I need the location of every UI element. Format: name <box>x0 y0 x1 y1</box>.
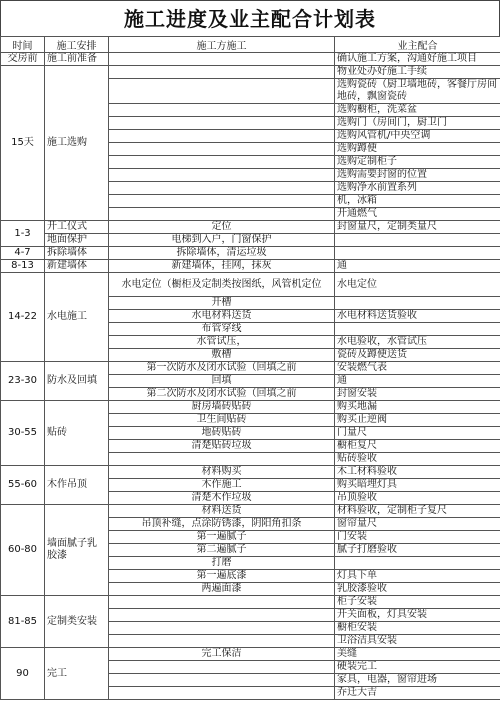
cell-contractor <box>109 182 335 195</box>
cell-owner: 选购定制柜子 <box>335 156 500 169</box>
cell-owner: 选购蹲便 <box>335 143 500 156</box>
table-row <box>1 596 500 609</box>
cell-time: 14-22 <box>1 273 45 362</box>
cell-contractor <box>109 674 335 687</box>
cell-stage: 拆除墙体 <box>45 247 109 260</box>
schedule-body <box>1 53 500 700</box>
cell-stage: 施工选购 <box>45 66 109 221</box>
cell-owner: 确认施工方案，沟通好施工项目 <box>335 53 500 66</box>
cell-contractor: 敷槽 <box>109 349 335 362</box>
cell-owner: 封窗安装 <box>335 388 500 401</box>
cell-contractor: 材料购买 <box>109 466 335 479</box>
cell-contractor: 新建墙体，挂网，抹灰 <box>109 260 335 273</box>
cell-owner: 物业处办好施工手续 <box>335 66 500 79</box>
table-row <box>1 362 500 375</box>
table-row <box>1 221 500 234</box>
cell-stage: 墙面腻子乳胶漆 <box>45 505 109 596</box>
cell-owner: 窗帘量尺 <box>335 518 500 531</box>
cell-contractor: 完工保洁 <box>109 648 335 661</box>
cell-contractor: 清楚贴砖垃圾 <box>109 440 335 453</box>
cell-contractor: 水管试压， <box>109 336 335 349</box>
cell-contractor: 两遍面漆 <box>109 583 335 596</box>
cell-stage: 木作吊顶 <box>45 466 109 505</box>
table-row <box>1 53 500 66</box>
cell-contractor: 卫生间贴砖 <box>109 414 335 427</box>
cell-contractor: 材料送货 <box>109 505 335 518</box>
cell-owner: 门量尺 <box>335 427 500 440</box>
cell-owner: 封窗量尺，定制类量尺 <box>335 221 500 234</box>
cell-owner: 木工材料验收 <box>335 466 500 479</box>
cell-time: 4-7 <box>1 247 45 260</box>
cell-contractor: 第二遍腻子 <box>109 544 335 557</box>
cell-owner: 美缝 <box>335 648 500 661</box>
header-row <box>1 37 500 53</box>
cell-time: 1-3 <box>1 221 45 247</box>
cell-contractor <box>109 169 335 182</box>
cell-owner: 选购瓷砖（厨卫墙地砖，客餐厅房间地砖，飘窗瓷砖 <box>335 79 500 104</box>
cell-contractor: 木作施工 <box>109 479 335 492</box>
cell-owner: 开关面板，灯具安装 <box>335 609 500 622</box>
cell-owner: 卫浴洁具安装 <box>335 635 500 648</box>
header-time: 时间 <box>1 37 45 53</box>
cell-contractor: 回填 <box>109 375 335 388</box>
cell-owner <box>335 234 500 247</box>
cell-contractor: 布管穿线 <box>109 323 335 336</box>
schedule-table <box>0 36 500 700</box>
cell-owner: 橱柜复尺 <box>335 440 500 453</box>
cell-owner <box>335 557 500 570</box>
cell-owner: 选购风管机/中央空调 <box>335 130 500 143</box>
header-owner: 业主配合 <box>335 37 500 53</box>
cell-contractor <box>109 104 335 117</box>
cell-contractor: 开槽 <box>109 297 335 310</box>
cell-contractor <box>109 79 335 104</box>
cell-owner: 硬装完工 <box>335 661 500 674</box>
cell-time: 30-55 <box>1 401 45 466</box>
cell-stage: 防水及回填 <box>45 362 109 401</box>
cell-owner: 开通燃气 <box>335 208 500 221</box>
cell-time: 90 <box>1 648 45 700</box>
cell-owner: 选购橱柜，洗菜盆 <box>335 104 500 117</box>
cell-contractor: 水电定位（橱柜及定制类按图纸，风管机定位 <box>109 273 335 297</box>
cell-owner: 购买暗埋灯具 <box>335 479 500 492</box>
cell-owner: 购买地漏 <box>335 401 500 414</box>
cell-contractor <box>109 66 335 79</box>
cell-owner: 水电定位 <box>335 273 500 297</box>
cell-contractor: 第一遍腻子 <box>109 531 335 544</box>
cell-contractor <box>109 622 335 635</box>
cell-owner: 材料验收，定制柜子复尺 <box>335 505 500 518</box>
cell-stage: 开工仪式 <box>45 221 109 234</box>
table-row <box>1 401 500 414</box>
cell-time: 15天 <box>1 66 45 221</box>
cell-contractor: 地砖贴砖 <box>109 427 335 440</box>
cell-contractor <box>109 53 335 66</box>
cell-time: 60-80 <box>1 505 45 596</box>
header-contractor: 施工方施工 <box>109 37 335 53</box>
cell-contractor: 电梯到入户，门窗保护 <box>109 234 335 247</box>
cell-owner: 柜子安装 <box>335 596 500 609</box>
cell-owner <box>335 323 500 336</box>
cell-owner: 乔迁大吉 <box>335 687 500 700</box>
cell-stage: 定制类安装 <box>45 596 109 648</box>
cell-owner: 乳胶漆验收 <box>335 583 500 596</box>
cell-stage: 施工前准备 <box>45 53 109 66</box>
cell-owner: 灯具下单 <box>335 570 500 583</box>
cell-owner <box>335 297 500 310</box>
cell-contractor: 水电材料送货 <box>109 310 335 323</box>
table-row <box>1 466 500 479</box>
cell-owner: 通 <box>335 260 500 273</box>
cell-contractor: 第一次防水及闭水试验（回填之前 <box>109 362 335 375</box>
header-stage: 施工安排 <box>45 37 109 53</box>
cell-owner: 机，冰箱 <box>335 195 500 208</box>
cell-contractor: 第一遍底漆 <box>109 570 335 583</box>
cell-contractor: 拆除墙体，清运垃圾 <box>109 247 335 260</box>
table-row <box>1 505 500 518</box>
table-row <box>1 273 500 297</box>
cell-contractor <box>109 609 335 622</box>
cell-contractor: 打磨 <box>109 557 335 570</box>
cell-time: 55-60 <box>1 466 45 505</box>
cell-owner: 选购需要封窗的位置 <box>335 169 500 182</box>
cell-contractor <box>109 687 335 700</box>
cell-owner: 安装燃气表 <box>335 362 500 375</box>
cell-stage: 水电施工 <box>45 273 109 362</box>
cell-contractor <box>109 635 335 648</box>
cell-stage: 贴砖 <box>45 401 109 466</box>
cell-owner: 选购门（房间门，厨卫门 <box>335 117 500 130</box>
cell-contractor <box>109 143 335 156</box>
cell-contractor <box>109 453 335 466</box>
cell-stage: 新建墙体 <box>45 260 109 273</box>
cell-owner: 贴砖验收 <box>335 453 500 466</box>
cell-contractor <box>109 156 335 169</box>
cell-owner: 购买止逆阀 <box>335 414 500 427</box>
cell-time: 8-13 <box>1 260 45 273</box>
cell-contractor <box>109 661 335 674</box>
cell-time: 交房前 <box>1 53 45 66</box>
cell-contractor <box>109 117 335 130</box>
cell-contractor <box>109 130 335 143</box>
page-title: 施工进度及业主配合计划表 <box>0 0 500 36</box>
cell-owner: 通 <box>335 375 500 388</box>
cell-owner: 门安装 <box>335 531 500 544</box>
table-row <box>1 260 500 273</box>
cell-owner: 选购净水前置系列 <box>335 182 500 195</box>
table-row <box>1 234 500 247</box>
cell-owner: 水电验收，水管试压 <box>335 336 500 349</box>
cell-contractor <box>109 596 335 609</box>
cell-owner <box>335 247 500 260</box>
cell-contractor <box>109 208 335 221</box>
cell-contractor: 定位 <box>109 221 335 234</box>
cell-contractor: 第二次防水及闭水试验（回填之前 <box>109 388 335 401</box>
table-row <box>1 247 500 260</box>
cell-time: 81-85 <box>1 596 45 648</box>
cell-contractor <box>109 195 335 208</box>
cell-owner: 腻子打磨验收 <box>335 544 500 557</box>
cell-contractor: 吊顶补缝，点涂防锈漆，阴阳角扣条 <box>109 518 335 531</box>
cell-owner: 瓷砖及蹲便送货 <box>335 349 500 362</box>
cell-owner: 橱柜安装 <box>335 622 500 635</box>
table-row <box>1 66 500 79</box>
cell-stage: 地面保护 <box>45 234 109 247</box>
cell-owner: 家具，电器，窗帘进场 <box>335 674 500 687</box>
cell-stage: 完工 <box>45 648 109 700</box>
cell-contractor: 厨房墙砖贴砖 <box>109 401 335 414</box>
cell-owner: 水电材料送货验收 <box>335 310 500 323</box>
cell-contractor: 清楚木作垃圾 <box>109 492 335 505</box>
cell-owner: 吊顶验收 <box>335 492 500 505</box>
table-row <box>1 648 500 661</box>
cell-time: 23-30 <box>1 362 45 401</box>
